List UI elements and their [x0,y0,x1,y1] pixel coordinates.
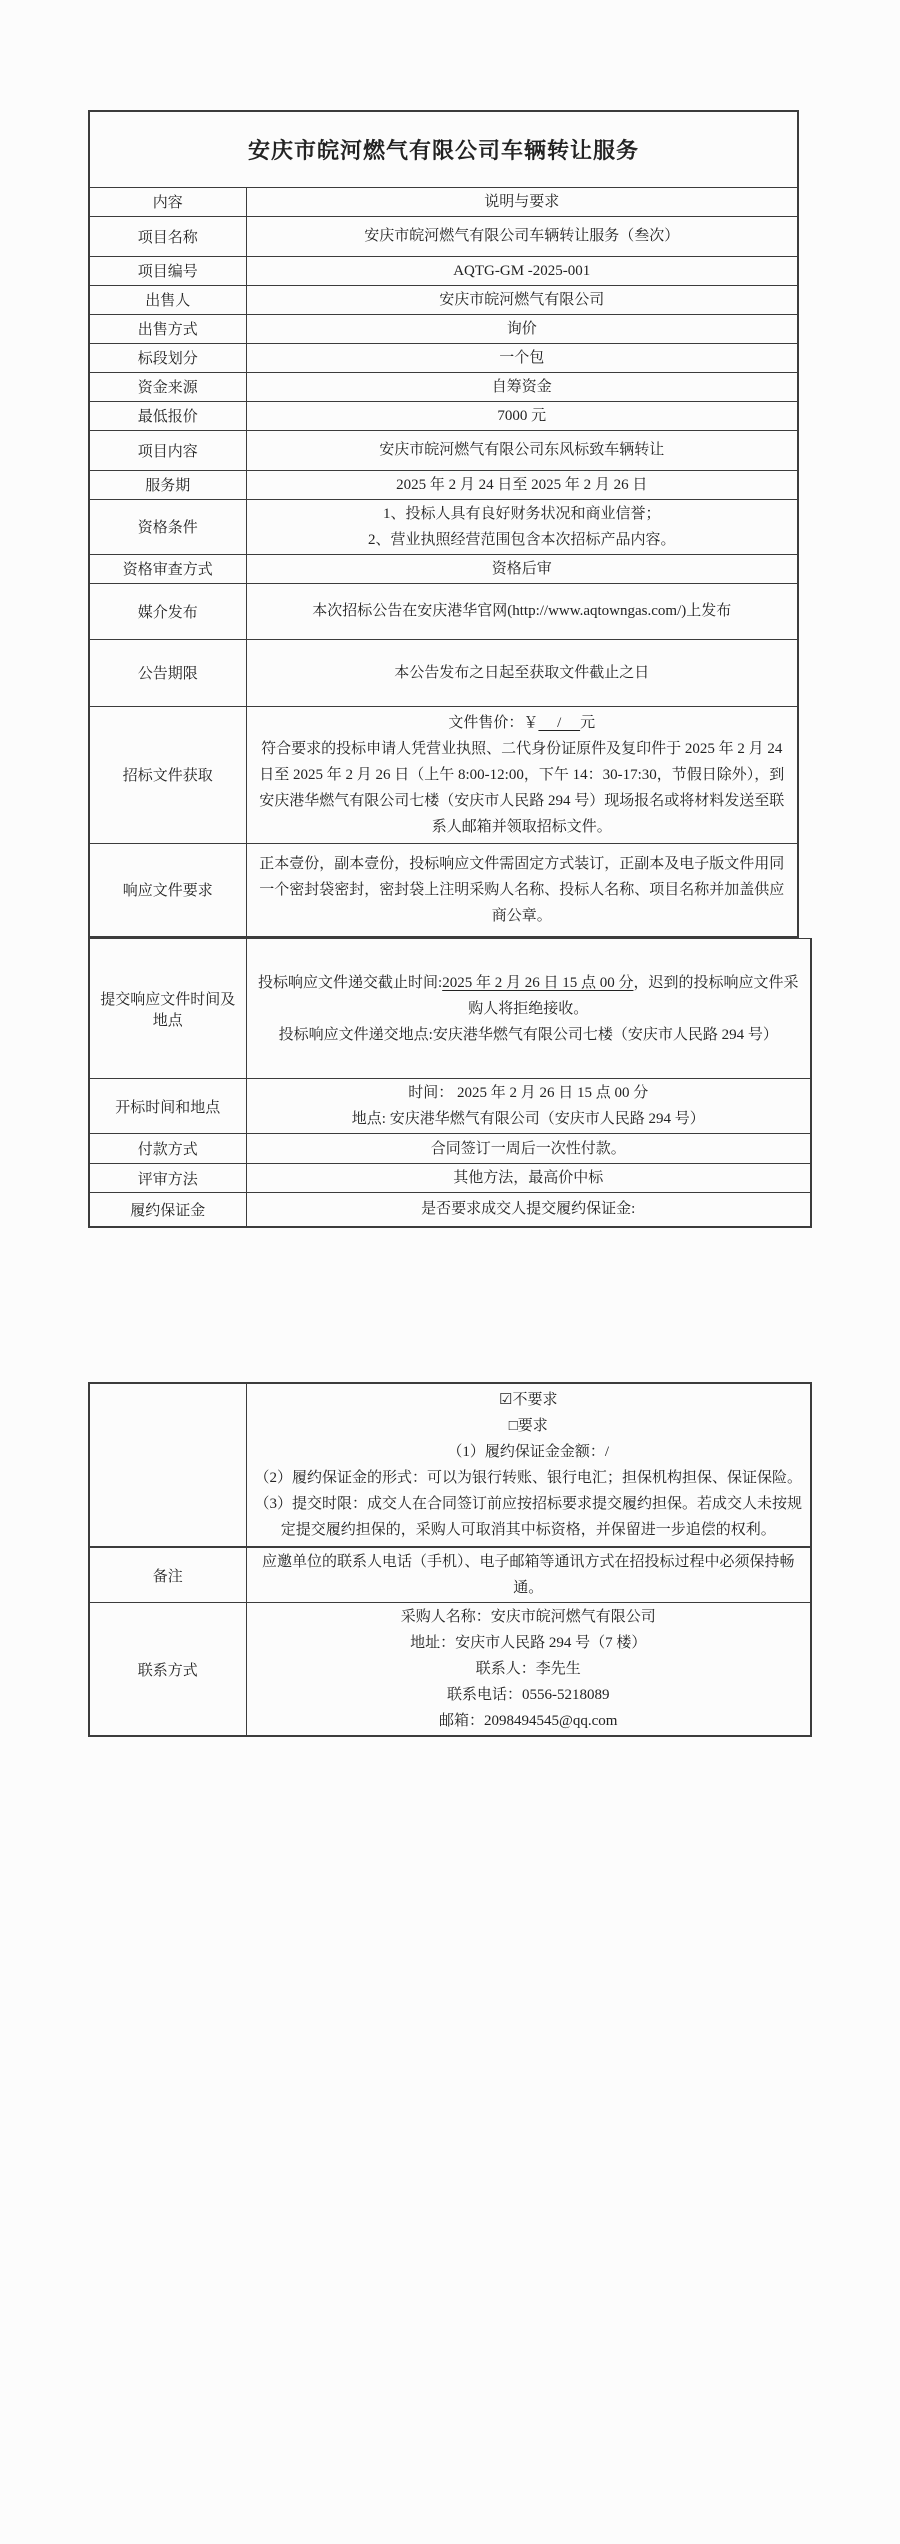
text-segment: 正本壹份，副本壹份，投标响应文件需固定方式装订，正副本及电子版文件用同一个密封袋密封，密封袋上注明采购人名称、投标人名称、项目名称并加盖供应商公章。 [259,855,785,924]
row-label: 出售人 [89,285,246,314]
table-row [89,1164,811,1193]
text-segment: （1）履约保证金金额：/ [447,1444,610,1460]
table-row [89,401,798,430]
table-row [89,285,798,314]
text-segment: 询价 [506,320,537,337]
table-row [89,314,798,343]
text-segment: 安庆市皖河燃气有限公司 [439,291,605,308]
table-row [89,343,798,372]
cell-line [253,287,792,313]
text-segment: 1、投标人具有良好财务状况和商业信誉； [382,505,661,522]
row-value [246,843,798,937]
cell-line [253,1682,805,1708]
text-segment: 邮箱：2098494545@qq.com [439,1713,618,1729]
text-segment: 7000 元 [497,407,547,424]
row-value [246,639,798,706]
row-value [246,314,798,343]
row-label: 出售方式 [89,314,246,343]
text-segment: 地址：安庆市人民路 294 号（7 楼） [410,1635,647,1651]
cell-line [253,556,792,582]
row-value [246,216,798,256]
cell-line [253,970,805,1022]
row-value [246,554,798,583]
row-label: 响应文件要求 [89,843,246,937]
table-row [89,499,798,554]
text-segment: 联系人：李先生 [475,1661,581,1677]
table-row [89,554,798,583]
underlined-text: 2025 年 2 月 26 日 15 点 00 分 [442,974,634,991]
tender-continuation-table [88,1382,812,1737]
cell-line [253,1549,805,1601]
row-label: 备注 [89,1547,246,1603]
row-label: 资金来源 [89,372,246,401]
table-row [89,470,798,499]
table-row [89,216,798,256]
row-value [246,256,798,285]
text-segment: 时间： 2025 年 2 月 26 日 15 点 00 分 [408,1085,649,1101]
table-row [89,1193,811,1227]
tender-info-table-lower [88,938,812,1228]
row-value [246,583,798,639]
cell-line [253,403,792,429]
text-segment: 资格后审 [491,560,552,577]
text-segment: 元 [580,714,596,731]
underlined-text: / [538,714,581,731]
row-value [246,499,798,554]
table-row [89,939,811,1079]
text-segment: 地点: 安庆港华燃气有限公司（安庆市人民路 294 号） [351,1111,705,1127]
text-segment: （2）履约保证金的形式：可以为银行转账、银行电汇；担保机构担保、保证保险。 [254,1470,802,1486]
table-row [89,111,798,187]
row-value [246,285,798,314]
row-label: 提交响应文件时间及地点 [89,939,246,1079]
row-label: 项目名称 [89,216,246,256]
cell-line [253,1439,805,1465]
row-value [246,706,798,843]
text-segment: 本公告发布之日起至获取文件截止之日 [394,664,650,681]
text-segment: ，迟到的投标响应文件采购人将拒绝接收。 [468,974,799,1017]
text-segment: 安庆市皖河燃气有限公司东风标致车辆转让 [379,442,665,458]
cell-line [253,189,792,215]
table-row [89,372,798,401]
cell-line [253,1708,805,1734]
row-label: 开标时间和地点 [89,1079,246,1134]
text-segment: 是否要求成交人提交履约保证金: [421,1201,636,1218]
text-segment: 说明与要求 [484,193,560,210]
row-value [246,1079,811,1134]
text-segment: 2、营业执照经营范围包含本次招标产品内容。 [367,531,676,548]
text-segment: （3）提交时限：成交人在合同签订前应按招标要求提交履约担保。若成交人未按规定提交履约担保的，采购人可取消其中标资格，并保留进一步追偿的权利。 [254,1496,802,1538]
row-value [246,470,798,499]
table-row [89,1603,811,1737]
tender-notice-continuation-block [88,1382,812,1737]
row-value [246,1164,811,1193]
cell-line [253,527,792,553]
text-segment: 文件售价：￥ [448,714,539,731]
table-row [89,706,798,843]
row-value [246,1547,811,1603]
table-row [89,583,798,639]
cell-line [253,1106,805,1132]
row-label: 招标文件获取 [89,706,246,843]
cell-line [253,316,792,342]
cell-line [253,1630,805,1656]
text-segment: 符合要求的投标申请人凭营业执照、二代身份证原件及复印件于 2025 年 2 月 24 日至 2025 年 2 月 26 日（上午 8:00-12:00，下午 14：30-17:30，节假日除外），到安庆港华燃气有限公司七楼（安庆市人民路 294 号）现场报名或将材料发送至联系人邮箱并领取招标文件。 [259,740,785,835]
cell-line [253,1196,805,1222]
table-row [89,256,798,285]
table-row [89,639,798,706]
cell-line [253,1604,805,1630]
text-segment: 应邀单位的联系人电话（手机）、电子邮箱等通讯方式在招投标过程中必须保持畅通。 [261,1554,795,1596]
row-label: 标段划分 [89,343,246,372]
row-label: 项目内容 [89,430,246,470]
row-label: 媒介发布 [89,583,246,639]
cell-line [253,345,792,371]
row-label: 联系方式 [89,1603,246,1737]
row-label: 项目编号 [89,256,246,285]
row-label: 履约保证金 [89,1193,246,1227]
row-value [246,187,798,216]
row-label: 公告期限 [89,639,246,706]
row-value [246,1193,811,1227]
cell-line [253,472,792,498]
text-segment: AQTG-GM -2025-001 [453,262,591,279]
text-segment: 一个包 [499,349,545,366]
text-segment: 不要求 [512,1392,558,1408]
cell-line [253,1022,805,1048]
text-segment: 投标响应文件递交截止时间: [258,974,443,991]
cell-line [253,1387,805,1413]
text-segment: 自筹资金 [491,378,552,395]
row-value [246,401,798,430]
cell-line [253,851,792,929]
cell-line [253,501,792,527]
table-row [89,843,798,937]
cell-line [253,736,792,840]
cell-line [253,660,792,686]
cell-line [253,1465,805,1491]
cell-line [253,1656,805,1682]
text-segment: 本次招标公告在安庆港华官网(http://www.aqtowngas.com/)上发布 [312,603,732,619]
table-row [89,187,798,216]
text-segment: 安庆市皖河燃气有限公司车辆转让服务（叁次） [364,228,680,244]
text-segment: 联系电话：0556-5218089 [447,1687,610,1703]
cell-line [253,374,792,400]
tender-info-table-upper [88,110,799,938]
text-segment: 合同签订一周后一次性付款。 [430,1140,626,1157]
cell-line [253,710,792,736]
row-label: 资格审查方式 [89,554,246,583]
cell-line [253,1165,805,1191]
cell-line [253,598,792,624]
row-label: 资格条件 [89,499,246,554]
checkbox-checked-icon: ☑ [499,1392,513,1408]
table-row [89,1134,811,1164]
document-title: 安庆市皖河燃气有限公司车辆转让服务 [89,111,798,187]
text-segment: 投标响应文件递交地点:安庆港华燃气有限公司七楼（安庆市人民路 294 号） [278,1026,778,1043]
text-segment: 其他方法，最高价中标 [453,1170,604,1186]
cell-line [253,1080,805,1106]
row-label: 内容 [89,187,246,216]
cell-line [253,258,792,284]
row-label: 评审方法 [89,1164,246,1193]
text-segment: 采购人名称：安庆市皖河燃气有限公司 [400,1609,656,1625]
row-label [89,1383,246,1547]
checkbox-unchecked-icon: □ [508,1418,518,1434]
row-value [246,343,798,372]
table-row [89,1547,811,1603]
cell-line [253,223,792,249]
cell-line [253,1136,805,1162]
tender-notice-table-block [88,110,812,1228]
row-value [246,939,811,1079]
row-value [246,1134,811,1164]
text-segment: 要求 [517,1418,548,1434]
table-row [89,430,798,470]
row-label: 最低报价 [89,401,246,430]
table-row [89,1079,811,1134]
cell-line [253,437,792,463]
row-value [246,372,798,401]
text-segment: 2025 年 2 月 24 日至 2025 年 2 月 26 日 [396,476,648,493]
row-value [246,1603,811,1737]
row-value [246,430,798,470]
cell-line [253,1491,805,1543]
table-row [89,1383,811,1547]
row-label: 付款方式 [89,1134,246,1164]
row-value [246,1383,811,1547]
cell-line [253,1413,805,1439]
row-label: 服务期 [89,470,246,499]
